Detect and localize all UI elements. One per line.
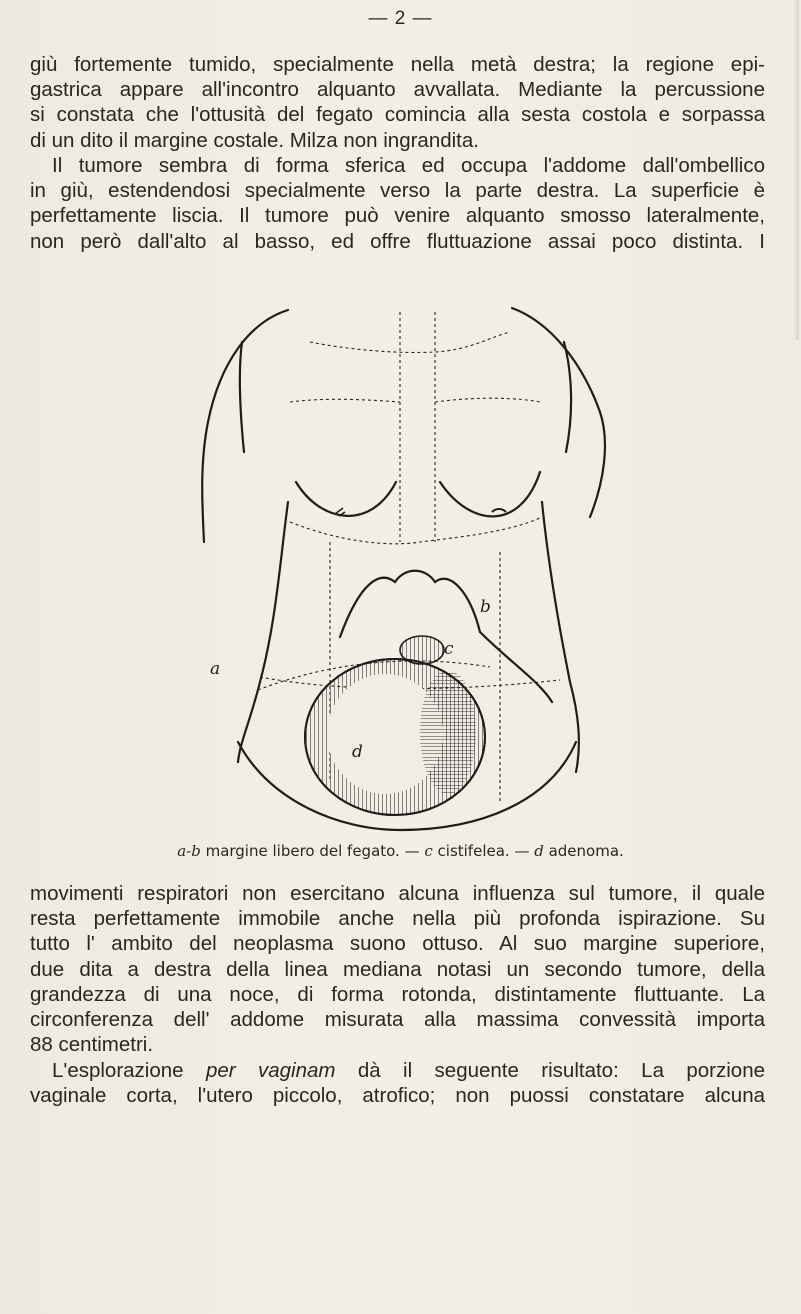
text-line: due dita a destra della linea mediana notasi un secondo tumore, della [30,957,765,981]
label-d: d [352,742,363,762]
italic-term: per vaginam [205,1059,336,1082]
adenoma-tumor [305,659,485,815]
rib-arch [340,571,480,637]
left-shoulder-outline [202,310,288,542]
chest-line-left [290,399,400,402]
text-line: vaginale corta, l'utero piccolo, atrofico; non puossi constatare alcuna [30,1084,765,1108]
text-line: circonferenza dell' addome misurata alla massima convessità importa [30,1008,765,1032]
text-line: tutto l' ambito del neoplasma suono ottuso. Al suo margine superiore, [30,932,765,956]
caption-text-ab: margine libero del fegato. — [200,842,425,860]
paragraph-tumor-description [30,153,765,254]
costal-line [290,517,542,544]
left-breast [296,482,396,516]
text-line: Il tumore sembra di forma sferica ed occupa l'addome dall'ombellico [52,154,765,177]
right-breast [440,472,540,516]
text-line: si constata che l'ottusità del fegato comincia alla sesta costola e sorpassa [30,103,765,127]
paragraph-top [30,52,765,153]
text-line: movimenti respiratori non esercitano alcuna influenza sul tumore, il quale [30,882,765,905]
label-b: b [480,597,491,617]
caption-text-d: adenoma. [543,842,624,860]
text-line: perfettamente liscia. Il tumore può venire alquanto smosso lateralmente, [30,204,765,228]
text-line: in giù, estendendosi specialmente verso la parte destra. La superficie è [30,179,765,203]
text-line: grandezza di una noce, di forma rotonda, distintamente fluttuante. La [30,982,765,1006]
right-torso-side [542,502,579,772]
figure-caption [0,842,801,860]
paragraph-exploration [30,1058,765,1108]
anatomical-figure [190,302,620,832]
clavicle-line [310,332,510,353]
left-arm-inner [240,342,244,452]
caption-text-c: cistifelea. — [432,842,535,860]
right-iliac-curve [480,632,552,702]
text-fragment: L'esplorazione [52,1059,206,1082]
caption-key-c: c [424,842,433,860]
caption-key-d: d [534,842,544,860]
right-shoulder-outline [512,308,605,517]
paragraph-respiration [30,881,765,1057]
caption-key-ab: a-b [177,842,201,860]
page-edge-shadow [793,0,799,340]
right-nipple [492,509,506,512]
text-line: giù fortemente tumido, specialmente nella metà destra; la regione epi- [30,53,765,76]
gallbladder [400,636,444,664]
label-a: a [210,659,221,679]
text-line: di un dito il margine costale. Milza non ingrandita. [30,128,479,152]
left-torso-side [238,502,288,762]
page-number: — 2 — [368,8,433,29]
text-line [30,1058,765,1083]
text-fragment: dà il seguente risultato: La porzione [335,1059,765,1082]
text-line: 88 centimetri. [30,1033,154,1057]
text-line: non però dall'alto al basso, ed offre fluttuazione assai poco distinta. I [30,229,765,253]
label-c: c [444,639,454,659]
right-arm-inner [564,342,571,452]
text-line: resta perfettamente immobile anche nella più profonda ispirazione. Su [30,907,765,931]
chest-line-right [435,398,540,402]
text-line: gastrica appare all'incontro alquanto avvallata. Mediante la percussione [30,78,765,102]
